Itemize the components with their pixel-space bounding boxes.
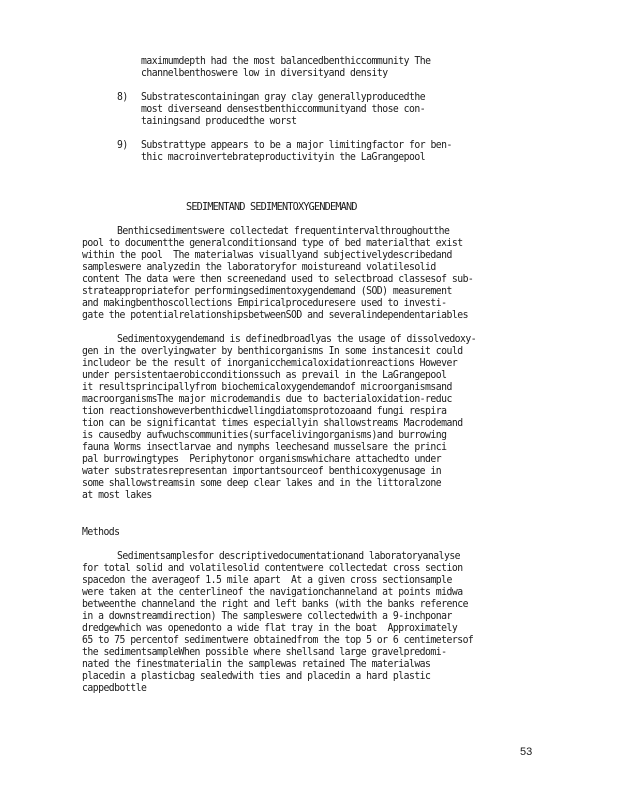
list-item-number: 9) (117, 140, 128, 151)
list-item-line: thic macroinvertebrateproductivityin the LaGrangepool (141, 152, 426, 163)
paragraph-line: pool to documentthe generalconditionsand type of bed materialthat exist (82, 238, 463, 249)
paragraph-line: Sedimentoxygendemand is definedbroadlyas the usage of dissolvedoxy- (117, 334, 477, 345)
paragraph-line: it resultsprincipallyfrom biochemicaloxygendemandof microorganismsand (82, 382, 452, 393)
paragraph-line: nated the finestmaterialin the samplewas retained The materialwas (82, 659, 431, 670)
paragraph-line: strateappropriatefor performingsedimentoxygendemand (SOD) measurement (82, 286, 452, 297)
paragraph-line: and makingbenthoscollections Empiricalproceduresere used to investi- (82, 298, 447, 309)
paragraph-line: in a downstreamdirection) The sampleswere collectedwith a 9-inchponar (82, 611, 452, 622)
paragraph-line: at most lakes (82, 490, 152, 501)
paragraph-line: 65 to 75 percentof sedimentwere obtainedfrom the top 5 or 6 centimetersof (82, 635, 474, 646)
paragraph-line: macroorganismsThe major microdemandis due to bacterialoxidation-reduc (82, 394, 452, 405)
paragraph-line: under persistentaerobicconditionssuch as prevail in the LaGrangepool (82, 370, 447, 381)
paragraph-line: for total solid and volatilesolid contentwere collectedat cross section (82, 563, 463, 574)
paragraph-line: Sedimentsamplesfor descriptivedocumentationand laboratoryanalyse (117, 551, 461, 562)
paragraph-line: includeor be the result of inorganicchemicaloxidationreactions However (82, 358, 458, 369)
list-item-line: Substrattype appears to be a major limitingfactor for ben- (141, 140, 452, 151)
paragraph-line: some shallowstreamsin some deep clear lakes and in the littoralzone (82, 478, 442, 489)
paragraph-line: is causedby aufwuchscommunities(surfacelivingorganisms)and burrowing (82, 430, 447, 441)
paragraph-line: within the pool The materialwas visuallyand subjectivelydescribedand (82, 250, 452, 261)
paragraph-line: were taken at the centerlineof the navigationchanneland at points midwa (82, 587, 463, 598)
paragraph-line: sampleswere analyzedin the laboratoryfor moistureand volatilesolid (82, 262, 436, 273)
section-heading: SEDIMENTAND SEDIMENTOXYGENDEMAND (186, 202, 357, 213)
page-number: 53 (520, 746, 533, 758)
paragraph-line: placedin a plasticbag sealedwith ties and placedin a hard plastic (82, 671, 431, 682)
paragraph-line: the sedimentsampleWhen possible where shellsand large gravelpredomi- (82, 647, 447, 658)
methods-heading: Methods (82, 527, 120, 538)
paragraph-line: fauna Worms insectlarvae and nymphs leechesand musselsare the princi (82, 442, 447, 453)
paragraph-line: gen in the overlyingwater by benthicorganisms In some instancesit could (82, 346, 463, 357)
paragraph-line: content The data were then screenedand used to selectbroad classesof sub- (82, 274, 474, 285)
paragraph-line: tion reactionshoweverbenthicdwellingdiatomsprotozoaand fungi respira (82, 406, 447, 417)
paragraph-line: betweenthe channeland the right and left banks (with the banks reference (82, 599, 468, 610)
list-item-number: 8) (117, 92, 128, 103)
paragraph-line: pal burrowingtypes Periphytonor organismswhichare attachedto under (82, 454, 442, 465)
list-item-line: most diverseand densestbenthiccommunityand those con- (141, 104, 426, 115)
paragraph-line: tion can be significantat times especiallyin shallowstreams Macrodemand (82, 418, 463, 429)
paragraph-line: gate the potentialrelationshipsbetweenSOD and severalindependentariables (82, 310, 468, 321)
paragraph-line: water substratesrepresentan importantsourceof benthicoxygenusage in (82, 466, 442, 477)
list-item-line: Substratescontainingan gray clay generallyproducedthe (141, 92, 426, 103)
paragraph-line: spacedon the averageof 1.5 mile apart At a given cross sectionsample (82, 575, 452, 586)
list-item-line: tainingsand producedthe worst (141, 116, 297, 127)
continuation-line: maximumdepth had the most balancedbenthiccommunity The (141, 56, 431, 67)
paragraph-line: cappedbottle (82, 683, 147, 694)
paragraph-line: dredgewhich was openedonto a wide flat tray in the boat Approximately (82, 623, 458, 634)
paragraph-line: Benthicsedimentswere collectedat frequentintervalthroughoutthe (117, 226, 450, 237)
continuation-line: channelbenthoswere low in diversityand density (141, 68, 388, 79)
